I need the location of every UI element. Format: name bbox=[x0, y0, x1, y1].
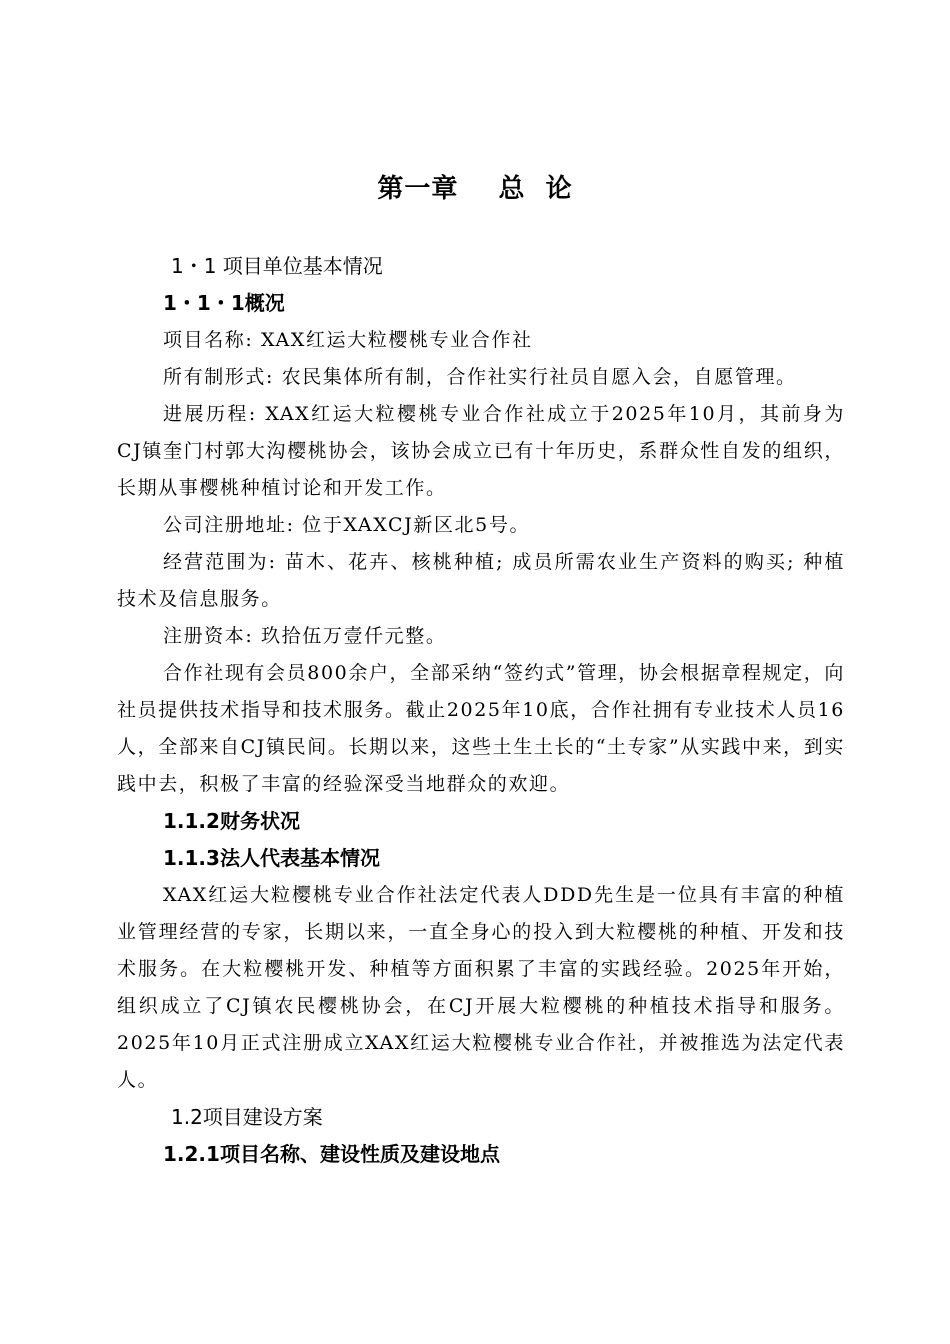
section-heading-1-2-1: 1.2.1项目名称、建设性质及建设地点 bbox=[163, 1142, 500, 1166]
section-heading-1-1-1: 1・1・1概况 bbox=[163, 291, 285, 315]
paragraph-project-name: 项目名称: XAX红运大粒樱桃专业合作社 bbox=[163, 329, 533, 351]
paragraph-scope: 经营范围为: 苗木、花卉、核桃种植; 成员所需农业生产资料的购买; 种植技术及信息服务。 bbox=[117, 551, 845, 610]
section-heading-1-1-3: 1.1.3法人代表基本情况 bbox=[163, 846, 380, 870]
paragraph-members: 合作社现有会员800余户，全部采纳“签约式”管理，协会根据章程规定，向社员提供技术指导和技术服务。截止2025年10底，合作社拥有专业技术人员16人，全部来自CJ镇民间。长期以来，这些土生土长的“土专家”从实践中来，到实践中去，积极了丰富的经验深受当地群众的欢迎。 bbox=[117, 662, 845, 795]
document-body bbox=[117, 248, 845, 1173]
paragraph-ownership: 所有制形式: 农民集体所有制，合作社实行社员自愿入会，自愿管理。 bbox=[163, 366, 797, 388]
paragraph-legal-rep: XAX红运大粒樱桃专业合作社法定代表人DDD先生是一位具有丰富的种植业管理经营的专家，长期以来，一直全身心的投入到大粒樱桃的种植、开发和技术服务。在大粒樱桃开发、种植等方面积累了丰富的实践经验。2025年开始，组织成立了CJ镇农民樱桃协会，在CJ开展大粒樱桃的种植技术指导和服务。2025年10月正式注册成立XAX红运大粒樱桃专业合作社，并被推选为法定代表人。 bbox=[117, 884, 845, 1091]
paragraph-history: 进展历程: XAX红运大粒樱桃专业合作社成立于2025年10月，其前身为CJ镇奎门村郭大沟樱桃协会，该协会成立已有十年历史，系群众性自发的组织，长期从事樱桃种植讨论和开发工作。 bbox=[117, 403, 845, 499]
section-heading-1-2: 1.2项目建设方案 bbox=[171, 1105, 323, 1129]
paragraph-capital: 注册资本: 玖拾伍万壹仟元整。 bbox=[163, 625, 447, 647]
section-heading-1-1-2: 1.1.2财务状况 bbox=[163, 809, 300, 833]
section-heading-1-1: 1・1 项目单位基本情况 bbox=[171, 254, 383, 278]
paragraph-address: 公司注册地址: 位于XAXCJ新区北5号。 bbox=[163, 514, 531, 536]
chapter-title: 第一章 总 论 bbox=[377, 174, 573, 204]
